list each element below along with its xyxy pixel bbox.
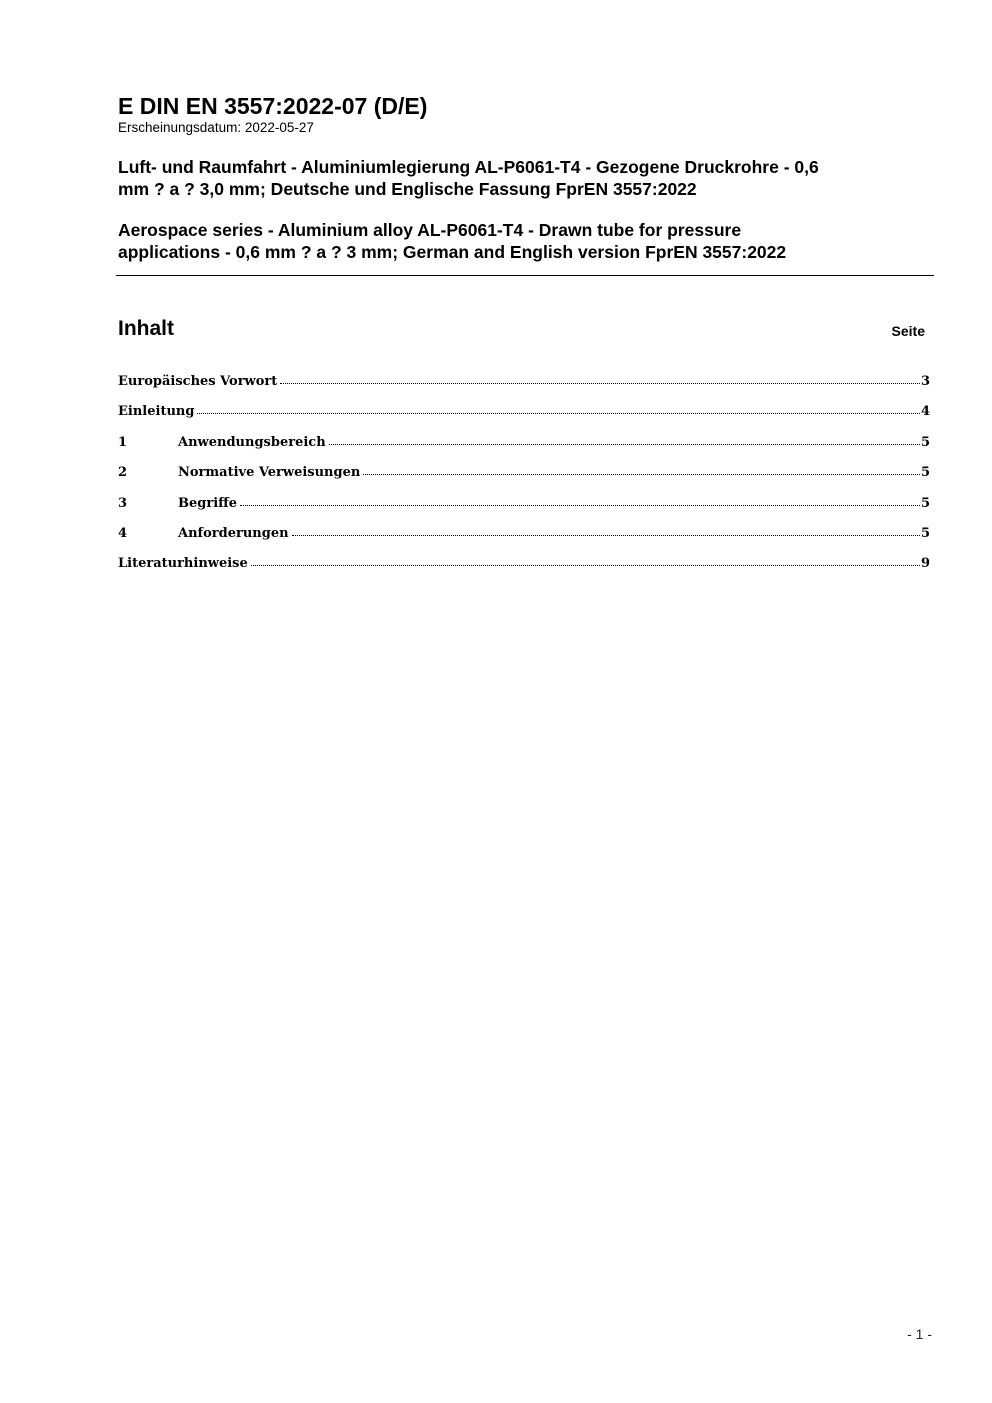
toc-leader-dots: [197, 401, 920, 414]
toc-leader-dots: [251, 553, 920, 566]
toc-entry-page: 5: [920, 525, 930, 541]
toc-entry-label: Begriffe: [178, 495, 238, 511]
toc-entry-label: Europäisches Vorwort: [118, 374, 278, 389]
toc-entry-literaturhinweise[interactable]: [118, 554, 930, 584]
document-header: [118, 92, 934, 263]
title-german: [118, 156, 934, 200]
toc-entry-label: Normative Verweisungen: [178, 465, 361, 481]
page-number: - 1 -: [907, 1326, 932, 1342]
toc-entry-page: 5: [920, 495, 930, 511]
toc-leader-dots: [280, 371, 920, 384]
toc-entry-label: Literaturhinweise: [118, 556, 248, 572]
toc-entry-europaeisches-vorwort[interactable]: [118, 372, 930, 402]
toc-entry-page: 9: [920, 556, 930, 572]
table-of-contents: [118, 372, 930, 585]
toc-entry-anforderungen[interactable]: [118, 524, 930, 554]
toc-entry-label: Anwendungsbereich: [178, 434, 326, 450]
toc-entry-page: 4: [920, 404, 930, 420]
toc-leader-dots: [329, 432, 920, 445]
toc-entry-label: Einleitung: [118, 404, 195, 420]
toc-entry-page: 5: [920, 465, 930, 481]
title-german-line-2: mm ? a ? 3,0 mm; Deutsche und Englische Fassung FprEN 3557:2022: [118, 179, 697, 199]
title-english: [118, 219, 934, 263]
toc-entry-number: 4: [118, 525, 128, 541]
toc-entry-einleitung[interactable]: [118, 402, 930, 432]
toc-entry-normative-verweisungen[interactable]: [118, 463, 930, 493]
title-german-line-1: Luft- und Raumfahrt - Aluminiumlegierung AL-P6061-T4 - Gezogene Druckrohre - 0,6: [118, 157, 819, 177]
toc-entry-number: 1: [118, 434, 128, 450]
title-english-line-2: applications - 0,6 mm ? a ? 3 mm; German and English version FprEN 3557:2022: [118, 242, 787, 262]
toc-leader-dots: [292, 523, 920, 536]
document-id: E DIN EN 3557:2022-07 (D/E): [118, 93, 428, 119]
header-divider: [116, 275, 934, 276]
toc-leader-dots: [240, 493, 920, 506]
toc-leader-dots: [363, 462, 920, 475]
toc-entry-begriffe[interactable]: [118, 494, 930, 524]
toc-page-column-label: Seite: [891, 323, 925, 339]
toc-entry-number: 2: [118, 465, 128, 481]
toc-entry-label: Anforderungen: [178, 525, 289, 541]
toc-entry-page: 3: [920, 374, 930, 389]
toc-entry-number: 3: [118, 495, 128, 511]
toc-entry-page: 5: [920, 434, 930, 450]
title-english-line-1: Aerospace series - Aluminium alloy AL-P6061-T4 - Drawn tube for pressure: [118, 220, 742, 240]
toc-heading: Inhalt: [118, 317, 174, 340]
publication-date: Erscheinungsdatum: 2022-05-27: [118, 120, 314, 135]
toc-entry-anwendungsbereich[interactable]: [118, 433, 930, 463]
